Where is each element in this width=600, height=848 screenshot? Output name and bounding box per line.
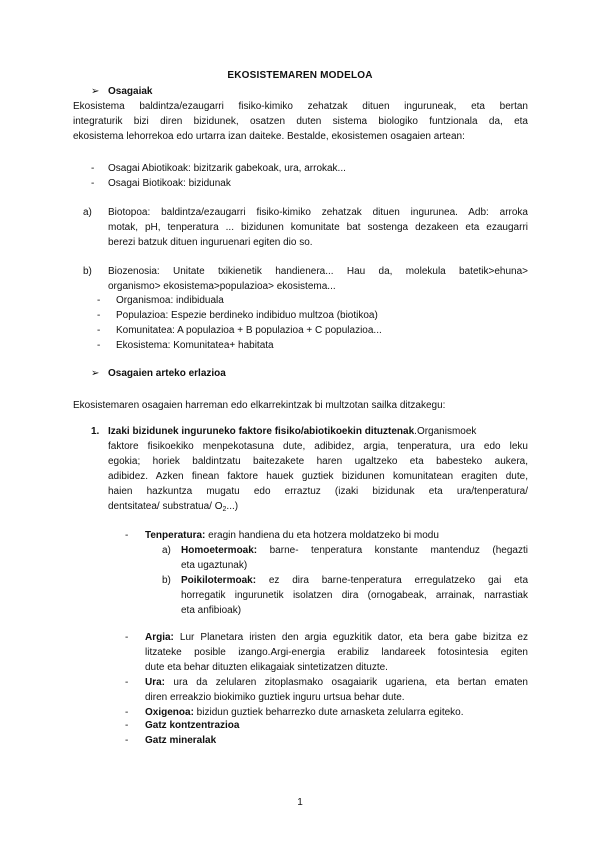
oxigenoa-text: bizidun guztiek beharrezko dute arnasketa zelularra egiteko. (193, 707, 464, 718)
tenperatura-text: eragin handiena du eta hotzera moldatzeko bi modu (205, 530, 439, 541)
argia-rest: litzateke posible izango.Argi-energia erabiliz landareek fotosintesia egiten (145, 647, 528, 658)
homoetermoak-label: Homoetermoak: (181, 545, 258, 556)
biotopoa-line-1: Biotopoa: baldintza/ezaugarri fisiko-kimiko zehatzak dituen ingurunea. Adb: arroka (108, 207, 528, 218)
item1-line: haien hazkuntza mugatu edo erraztuz (izaki bizidunak eta ura/tenperatura/ (108, 486, 528, 497)
intro-line-1: Ekosistema baldintza/ezaugarri fisiko-kimiko zehatzak dituen inguruneak, eta bertan (73, 101, 528, 112)
oxygen-subscript: 2 (222, 506, 227, 513)
poikilotermoak-rest: eta anfibioak) (181, 605, 242, 616)
dash-bullet: - (125, 735, 129, 746)
item-b-marker: b) (83, 266, 92, 277)
list-item: Osagai Biotikoak: bizidunak (108, 178, 231, 189)
document-title: EKOSISTEMAREN MODELOA (227, 70, 373, 81)
ura-line (145, 676, 528, 689)
item-1-number: 1. (91, 426, 100, 437)
item1-last-post: ...) (226, 501, 239, 512)
argia-line (145, 631, 528, 644)
gatz-mineralak: Gatz mineralak (145, 735, 217, 746)
dash-bullet: - (91, 163, 95, 174)
section2-intro: Ekosistemaren osagaien harreman edo elkarrekintzak bi multzotan sailka ditzakegu: (73, 400, 446, 411)
sub-b-marker: b) (162, 575, 171, 586)
dash-bullet: - (91, 178, 95, 189)
oxigenoa-label: Oxigenoa: (145, 707, 194, 718)
dash-bullet: - (125, 720, 129, 731)
dash-bullet: - (125, 677, 129, 688)
homoetermoak-rest: eta ugaztunak) (181, 560, 248, 571)
oxigenoa-line (145, 706, 464, 719)
biotopoa-line-2: motak, pH, tenperatura ... bizidunen komunitate bat sostenga dezakeen eta ezaugarri (108, 222, 528, 233)
biozenosia-line-1: Biozenosia: Unitate txikienetik handienera... Hau da, molekula batetik>ehuna> (108, 266, 528, 277)
item1-first-rest: .Organismoek (414, 426, 477, 437)
dash-bullet: - (125, 707, 129, 718)
list-item: Komunitatea: A populazioa + B populazioa + C populazioa... (116, 325, 382, 336)
poikilotermoak-text: ez dira barne-tenperatura erregulatzeko gai eta (256, 575, 528, 586)
list-item: Populazioa: Espezie berdineko indibiduo multzoa (biotikoa) (116, 310, 378, 321)
item-a-marker: a) (83, 207, 92, 218)
sub-a-marker: a) (162, 545, 171, 556)
item1-last-pre: dentsitatea/ substratua/ O (108, 501, 223, 512)
dash-bullet: - (97, 340, 101, 351)
dash-bullet: - (125, 530, 129, 541)
arrow-bullet-icon: ➢ (91, 368, 100, 379)
item1-line: adibidez. Azken finean faktore hauek guztiek bizidunen komunitatean eragiten dute, (108, 471, 528, 482)
list-item: Organismoa: indibiduala (116, 295, 224, 306)
section-heading-erlazioa: Osagaien arteko erlazioa (108, 368, 226, 379)
biozenosia-line-2: organismo> ekosistema>populazioa> ekosistema... (108, 281, 336, 292)
tenperatura-line (145, 529, 439, 542)
dash-bullet: - (125, 632, 129, 643)
argia-label: Argia: (145, 632, 174, 643)
homoetermoak-text: barne- tenperatura konstante mantenduz (hegazti (257, 545, 528, 556)
poikilotermoak-line (181, 574, 528, 587)
intro-line-3: ekosistema lehorrekoa edo urtarra izan daiteke. Bestalde, ekosistemen osagaien artean: (73, 131, 465, 142)
ura-text: ura da zelularen zitoplasmako osagaiarik ugariena, eta bertan ematen (165, 677, 528, 688)
gatz-kontzentrazioa: Gatz kontzentrazioa (145, 720, 240, 731)
ura-label: Ura: (145, 677, 166, 688)
poikilotermoak-label: Poikilotermoak: (181, 575, 257, 586)
arrow-bullet-icon: ➢ (91, 86, 100, 97)
item1-first-line (108, 425, 476, 438)
page-number: 1 (297, 797, 303, 808)
section-heading-osagaiak: Osagaiak (108, 86, 153, 97)
list-item: Osagai Abiotikoak: bizitzarik gabekoak, ura, arrokak... (108, 163, 346, 174)
ura-rest: diren erreakzio biokimiko guztiek inguru urtsua behar dute. (145, 692, 405, 703)
item1-last-line (108, 500, 238, 513)
intro-line-2: integraturik bizi diren bizidunek, osatzen duten sistema biologiko funtzionala da, eta (73, 116, 528, 127)
list-item: Ekosistema: Komunitatea+ habitata (116, 340, 274, 351)
dash-bullet: - (97, 310, 101, 321)
argia-rest: dute eta behar dituzten elikagaiak sintetizatzen dituzte. (145, 662, 388, 673)
item1-line: faktore fisikoekiko menpekotasuna dute, adibidez, argia, tenperatura, ura edo leku (108, 441, 528, 452)
dash-bullet: - (97, 295, 101, 306)
item1-heading: Izaki bizidunek inguruneko faktore fisiko/abiotikoekin dituztenak (108, 426, 415, 437)
dash-bullet: - (97, 325, 101, 336)
poikilotermoak-rest: horregatik ingurunetik isolatzen dira (ornogabeak, arrainak, narrastiak (181, 590, 528, 601)
homoetermoak-line (181, 544, 528, 557)
biotopoa-line-3: berezi batzuk dituen inguruenari egiten dio so. (108, 237, 313, 248)
argia-text: Lur Planetara iristen den argia eguzkitik dator, eta bera gabe bizitza ez (173, 632, 528, 643)
tenperatura-label: Tenperatura: (145, 530, 206, 541)
item1-line: egokia; horiek baldintzatu baitezakete haren ugaltzeko eta babesteko aukera, (108, 456, 528, 467)
